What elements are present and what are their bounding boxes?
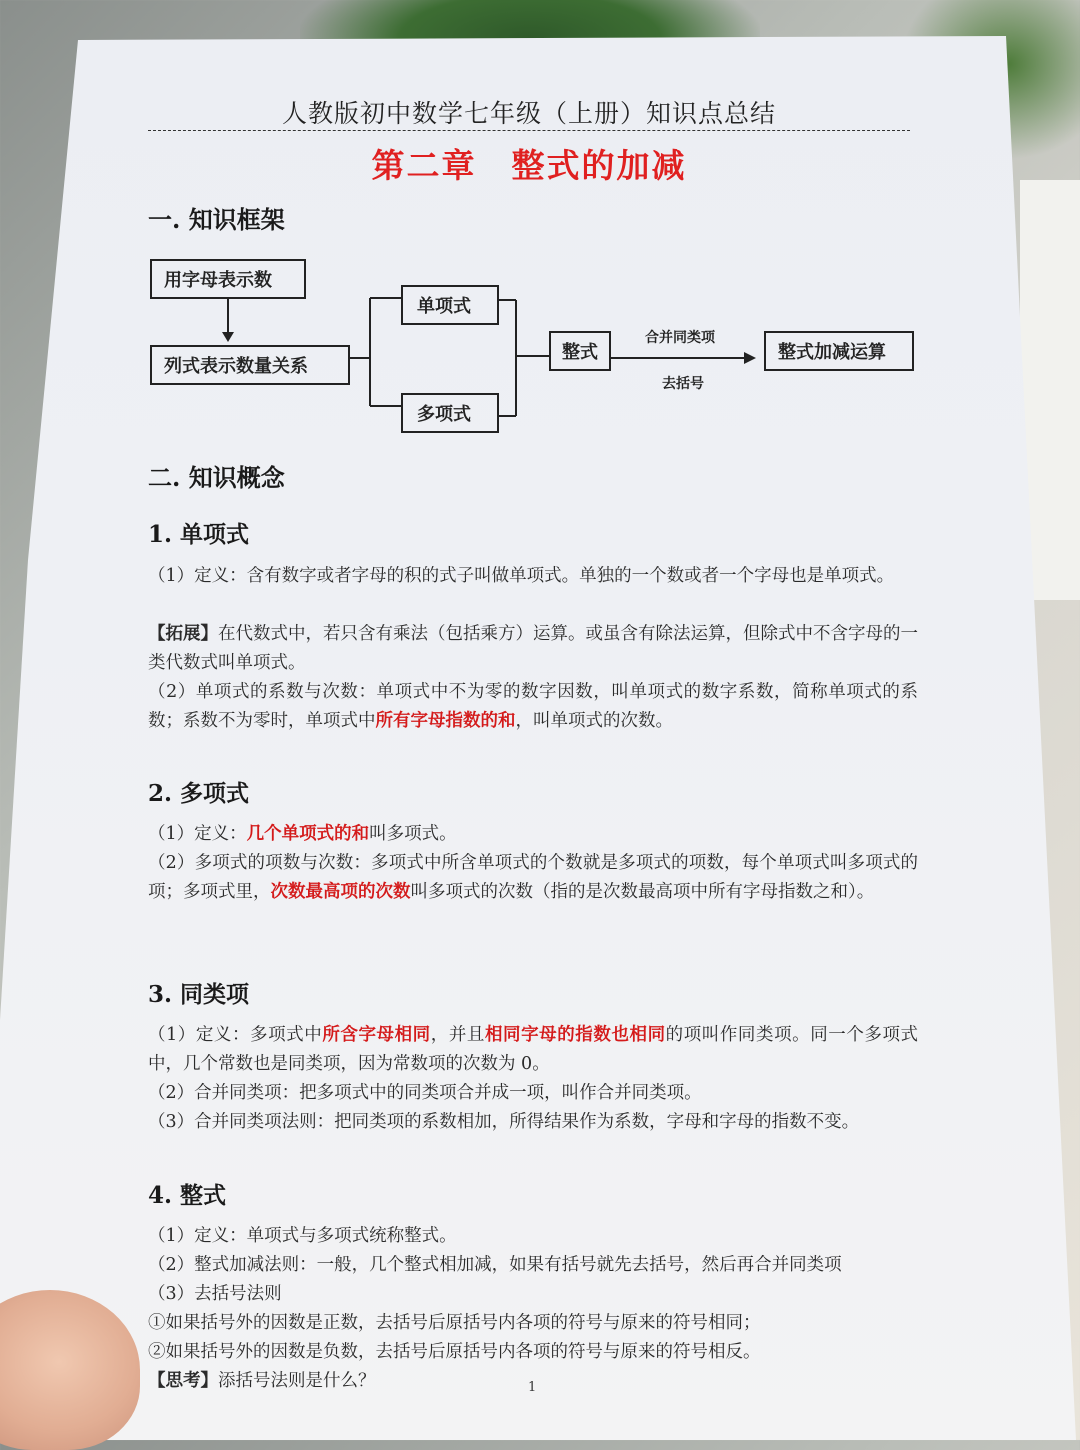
box-polynomial: 多项式 xyxy=(417,404,471,425)
topic-integral-title: 4. 整式 xyxy=(148,1182,227,1209)
box-monomial: 单项式 xyxy=(417,296,471,317)
chapter-title: 第二章 整式的加减 xyxy=(371,146,687,185)
arrow-down-icon xyxy=(222,332,234,342)
document-header: 人教版初中数学七年级（上册）知识点总结 xyxy=(148,94,910,131)
box-operation: 整式加减运算 xyxy=(778,342,886,363)
topic-like-terms-title: 3. 同类项 xyxy=(148,981,250,1008)
page-number: 1 xyxy=(528,1380,537,1395)
topic-integral-bracket-negative: ②如果括号外的因数是负数，去括号后原括号内各项的符号与原来的符号相反。 xyxy=(148,1342,761,1362)
topic-integral-add-subtract-rule: （2）整式加减法则：一般，几个整式相加减，如果有括号就先去括号，然后再合并同类项 xyxy=(148,1255,842,1275)
topic-like-terms-definition: （1）定义：多项式中所含字母相同，并且相同字母的指数也相同的项叫作同类项。同一个多项式中，几个常数也是同类项，因为常数项的次数为 0。 xyxy=(148,1025,919,1074)
topic-polynomial-title: 2. 多项式 xyxy=(148,780,250,807)
topic-monomial-coefficient-degree: （2）单项式的系数与次数：单项式中不为零的数字因数，叫单项式的数字系数，简称单项式的系数；系数不为零时，单项式中所有字母指数的和，叫单项式的次数。 xyxy=(148,682,918,731)
box-integral: 整式 xyxy=(562,342,598,363)
topic-integral-definition: （1）定义：单项式与多项式统称整式。 xyxy=(148,1226,457,1246)
arrow-right-icon xyxy=(744,352,756,364)
topic-polynomial-terms-degree: （2）多项式的项数与次数：多项式中所含单项式的个数就是多项式的项数，每个单项式叫多项式的项；多项式里，次数最高项的次数叫多项式的次数（指的是次数最高项中所有字母指数之和）。 xyxy=(148,853,918,902)
extension-tag: 【拓展】 xyxy=(148,624,218,644)
topic-monomial-title: 1. 单项式 xyxy=(148,521,250,548)
topic-like-terms-combine: （2）合并同类项：把多项式中的同类项合并成一项，叫作合并同类项。 xyxy=(148,1083,702,1103)
box-letters: 用字母表示数 xyxy=(164,270,272,291)
topic-integral-think: 【思考】添括号法则是什么？ xyxy=(148,1371,376,1391)
knowledge-framework-diagram xyxy=(140,250,930,450)
label-remove-brackets: 去括号 xyxy=(662,376,704,392)
topic-like-terms-rule: （3）合并同类项法则：把同类项的系数相加，所得结果作为系数，字母和字母的指数不变。 xyxy=(148,1112,860,1132)
label-combine-like-terms: 合并同类项 xyxy=(645,330,715,346)
topic-monomial-definition: （1）定义：含有数字或者字母的积的式子叫做单项式。单独的一个数或者一个字母也是单项式。 xyxy=(148,566,895,586)
section-knowledge-concepts: 二. 知识概念 xyxy=(148,463,285,492)
topic-monomial-extension: 【拓展】在代数式中，若只含有乘法（包括乘方）运算。或虽含有除法运算，但除式中不含字母的一类代数式叫单项式。 xyxy=(148,624,918,673)
topic-integral-bracket-positive: ①如果括号外的因数是正数，去括号后原括号内各项的符号与原来的符号相同； xyxy=(148,1313,761,1333)
topic-polynomial-definition: （1）定义：几个单项式的和叫多项式。 xyxy=(148,824,457,844)
topic-integral-bracket-rule: （3）去括号法则 xyxy=(148,1284,282,1304)
box-relation: 列式表示数量关系 xyxy=(164,356,308,377)
think-tag: 【思考】 xyxy=(148,1371,218,1391)
section-knowledge-framework: 一. 知识框架 xyxy=(148,205,285,234)
